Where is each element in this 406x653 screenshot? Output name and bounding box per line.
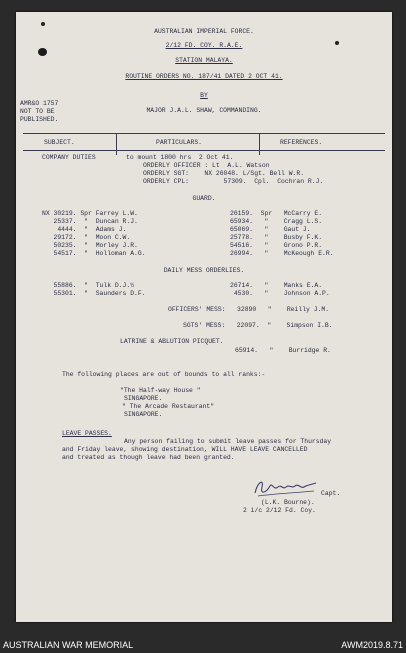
leave-text: and Friday leave, showing destination, WILL HAVE LEAVE CANCELLED <box>62 446 308 453</box>
header-subject: SUBJECT. <box>44 139 75 146</box>
handwritten-signature <box>252 477 322 499</box>
duties-label: COMPANY DUTIES <box>42 154 96 161</box>
title-line-2: 2/12 FD. COY. R.A.E. <box>165 42 243 49</box>
duties-line: ORDERLY SGT: NX 26048. L/Sgt. Bell W.R. <box>143 170 305 177</box>
sgts-mess: SGTS' MESS: 22097. " Simpson I.B. <box>183 322 333 329</box>
column-divider <box>259 133 260 155</box>
document-page <box>16 12 392 622</box>
guard-row: 65069. " Gaut J. <box>230 226 311 233</box>
guard-title: GUARD. <box>192 195 216 202</box>
footer-institution: AUSTRALIAN WAR MEMORIAL <box>3 640 134 650</box>
by-label: BY <box>200 92 208 99</box>
mess-row: 55886. " Tulk D.J.½ <box>42 282 135 289</box>
leave-text: Any person failing to submit leave passes for Thursday <box>124 438 332 445</box>
duties-line: ORDERLY OFFICER : Lt A.L. Watson <box>143 162 270 169</box>
title-line-3: STATION MALAYA. <box>175 57 233 64</box>
column-divider <box>116 133 117 155</box>
signature-rank: Capt. <box>321 490 341 497</box>
bounds-place: " The Arcade Restaurant" <box>122 403 215 410</box>
guard-row: 65934. " Cragg L.S. <box>230 218 323 225</box>
guard-row: 25778. " Busby F.K. <box>230 234 323 241</box>
header-particulars: PARTICULARS. <box>156 139 203 146</box>
guard-row: 29172. " Moon C.W. <box>42 234 131 241</box>
guard-row: 54516. " Grono P.R. <box>230 242 323 249</box>
leave-label: LEAVE PASSES. <box>62 430 112 437</box>
amr-line-3: PUBLISHED. <box>20 116 59 123</box>
signature-unit: 2 i/c 2/12 Fd. Coy. <box>243 507 316 514</box>
footer-accession-number: AWM2019.8.71 <box>341 640 403 650</box>
latrine-title: LATRINE & ABLUTION PICQUET. <box>120 338 224 345</box>
guard-row: 26159. Spr McCarry E. <box>230 210 323 217</box>
bounds-place: "The Half-way House " <box>120 387 201 394</box>
mess-row: 55301. " Saunders D.F. <box>42 290 146 297</box>
guard-row: 54517. " Holloman A.G. <box>42 250 146 257</box>
bounds-place-city: SINGAPORE. <box>124 411 163 418</box>
guard-row: 50235. " Morley J.R. <box>42 242 138 249</box>
mess-row: 26714. " Manks E.A. <box>230 282 323 289</box>
title-line-4: ROUTINE ORDERS NO. 187/41 DATED 2 OCT 41. <box>125 73 283 80</box>
by-name: MAJOR J.A.L. SHAW, COMMANDING. <box>146 107 262 114</box>
officers-mess: OFFICERS' MESS: 32890 " Reilly J.M. <box>168 306 330 313</box>
guard-row: 4444. " Adams J. <box>42 226 127 233</box>
title-line-1: AUSTRALIAN IMPERIAL FORCE. <box>154 28 254 35</box>
latrine-row: 65914. " Burridge R. <box>235 347 331 354</box>
footer-bar <box>0 638 406 653</box>
duties-line: ORDERLY CPL: 57309. Cpl. Cochran R.J. <box>143 178 324 185</box>
guard-row: 26994. " McKeough E.R. <box>230 250 334 257</box>
duties-line: to mount 1800 hrs 2 Oct 41. <box>126 154 234 161</box>
amr-line-1: AMR&O 1757 <box>20 100 59 107</box>
table-top-rule <box>23 133 385 134</box>
mess-row: 4530. " Johnson A.P. <box>230 290 330 297</box>
ink-mark <box>41 22 45 26</box>
leave-text: and treated as though leave had been granted. <box>62 454 235 461</box>
mess-title: DAILY MESS ORDERLIES. <box>163 267 245 274</box>
signature-name: (L.K. Bourne). <box>261 499 315 506</box>
bounds-place-city: SINGAPORE. <box>124 395 163 402</box>
header-references: REFERENCES. <box>280 139 323 146</box>
bounds-intro: The following places are out of bounds to all ranks:- <box>62 371 266 378</box>
guard-row: NX 30219. Spr Farrey L.W. <box>42 210 138 217</box>
table-header-rule <box>23 150 385 151</box>
amr-line-2: NOT TO BE <box>20 108 55 115</box>
guard-row: 25337. " Duncan R.J. <box>42 218 138 225</box>
